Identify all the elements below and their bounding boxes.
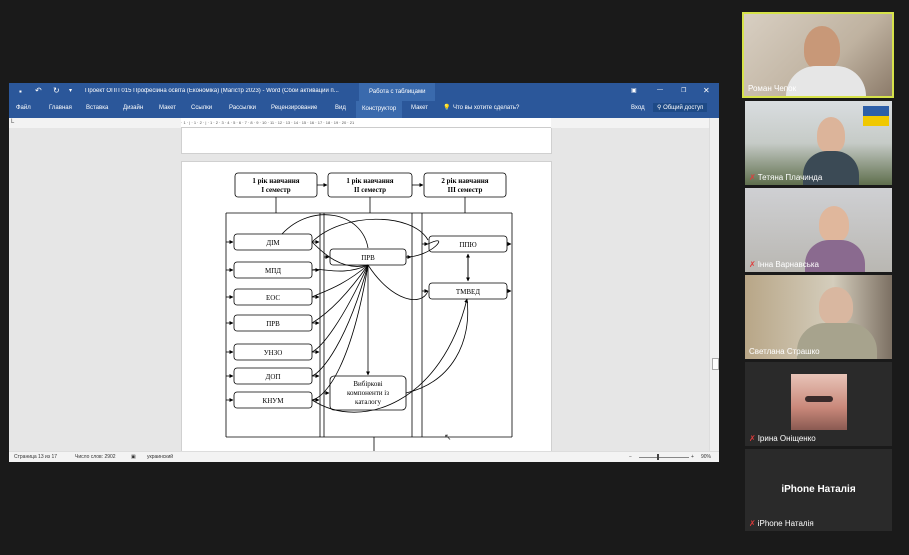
word-window xyxy=(9,83,719,462)
participant-name-1: Роман Чепок xyxy=(748,84,797,93)
label-elective-3: каталогу xyxy=(355,398,381,406)
title-bar xyxy=(9,83,719,101)
word-count[interactable]: Число слов: 2902 xyxy=(75,454,116,460)
ribbon-tabs xyxy=(9,101,719,118)
tab-mailings[interactable]: Рассылки xyxy=(229,105,256,111)
tell-me-input[interactable]: Что вы хотите сделать? xyxy=(453,105,520,111)
tab-home[interactable]: Главная xyxy=(49,105,72,111)
label-ppyu: ППЮ xyxy=(459,241,477,249)
document-page[interactable] xyxy=(181,161,552,453)
participant-name-4: Светлана Страшко xyxy=(749,347,820,356)
participant-name-3: ✗ Інна Варнавська xyxy=(749,260,819,269)
undo-icon[interactable]: ↶ xyxy=(35,86,42,95)
document-page-previous[interactable] xyxy=(181,128,552,154)
zoom-in-icon[interactable]: + xyxy=(691,454,694,460)
participant-tile-4[interactable] xyxy=(745,275,892,359)
zoom-slider[interactable] xyxy=(639,457,689,458)
tab-insert[interactable]: Вставка xyxy=(86,105,109,111)
label-prv-mid: ПРВ xyxy=(361,254,375,262)
mic-muted-icon: ✗ xyxy=(749,173,756,182)
sunglasses-icon xyxy=(805,396,833,402)
tab-table-layout[interactable]: Макет xyxy=(411,105,428,111)
curriculum-diagram xyxy=(182,162,551,452)
header-1-line-1: 1 рік навчання xyxy=(252,177,300,185)
participant-name-5: ✗ Ірина Оніщенко xyxy=(749,434,816,443)
mic-muted-icon: ✗ xyxy=(749,260,756,269)
mouse-cursor-icon: ↖ xyxy=(444,432,452,442)
participant-tile-2[interactable] xyxy=(745,101,892,185)
header-1-line-2: І семестр xyxy=(261,186,291,194)
label-elective-1: Вибіркові xyxy=(353,380,383,388)
tab-references[interactable]: Ссылки xyxy=(191,105,213,111)
avatar xyxy=(804,26,840,70)
participant-name-2: ✗ Тетяна Плачинда xyxy=(749,173,823,182)
zoom-out-icon[interactable]: − xyxy=(629,454,632,460)
participant-tile-3[interactable] xyxy=(745,188,892,272)
tab-view[interactable]: Вид xyxy=(335,105,346,111)
header-2-line-1: 1 рік навчання xyxy=(346,177,394,185)
label-mpd: МПД xyxy=(264,267,282,275)
tab-review[interactable]: Рецензирование xyxy=(271,105,318,111)
share-label: Общий доступ xyxy=(663,105,704,111)
label-tmved: ТМВЕД xyxy=(455,288,481,296)
participant-tile-1[interactable] xyxy=(742,12,894,98)
person-icon: ⚲ xyxy=(657,105,662,111)
flag xyxy=(863,116,889,126)
scrollbar-thumb[interactable] xyxy=(712,358,719,370)
flag xyxy=(863,106,889,116)
tab-selector-icon[interactable]: L xyxy=(11,119,15,125)
ruler[interactable] xyxy=(9,118,719,128)
tab-table-design[interactable]: Конструктор xyxy=(356,101,402,118)
avatar xyxy=(817,117,845,153)
avatar xyxy=(819,287,853,325)
redo-icon[interactable]: ↻ xyxy=(53,86,60,95)
zoom-level[interactable]: 90% xyxy=(701,454,712,460)
proofing-icon[interactable]: ▣ xyxy=(131,454,136,460)
lightbulb-icon: 💡 xyxy=(443,105,451,111)
share-button[interactable] xyxy=(653,103,707,112)
vertical-scrollbar[interactable] xyxy=(709,118,719,451)
header-2-line-2: ІІ семестр xyxy=(354,186,386,194)
participant-center-name: iPhone Наталія xyxy=(781,484,856,495)
ribbon-display-icon[interactable]: ▣ xyxy=(631,88,637,94)
avatar xyxy=(819,206,849,242)
ruler-scale[interactable]: · 1 · | · 1 · 2 · | · 1 · 2 · 3 · 4 · 5 · 6 · 7 · 8 · 9 · 10 · 11 · 12 · 13 · 14 · 15 · 16 · 17 · 18 · 19 · 20 · 21 xyxy=(181,118,551,128)
label-dop: ДОП xyxy=(265,373,281,381)
tab-design[interactable]: Дизайн xyxy=(123,105,144,111)
label-eos: ЕОС xyxy=(265,294,281,302)
restore-icon[interactable]: ❐ xyxy=(681,88,687,94)
minimize-icon[interactable]: — xyxy=(657,87,663,93)
sign-in-link[interactable]: Вход xyxy=(631,105,645,111)
mic-muted-icon: ✗ xyxy=(749,519,756,528)
close-icon[interactable]: ✕ xyxy=(703,86,710,95)
label-dim: ДІМ xyxy=(266,239,280,247)
participant-photo xyxy=(791,374,847,430)
tab-file[interactable]: Файл xyxy=(16,105,31,111)
participant-tile-6[interactable] xyxy=(745,449,892,531)
participant-tile-5[interactable] xyxy=(745,362,892,446)
header-3-line-1: 2 рік навчання xyxy=(441,177,489,185)
status-bar xyxy=(9,451,719,462)
label-elective-2: компоненти із xyxy=(347,389,389,397)
label-prv-left: ПРВ xyxy=(266,320,280,328)
mic-muted-icon: ✗ xyxy=(749,434,756,443)
page-counter[interactable]: Страница 13 из 17 xyxy=(14,454,58,460)
label-unzo: УНЗО xyxy=(263,349,283,357)
save-icon[interactable]: ▪ xyxy=(19,87,22,96)
participant-name-6: ✗ iPhone Наталія xyxy=(749,519,814,528)
document-title: Проект ОПП 015 Професійна освіта (Економіка) (Магістр 2023) - Word (Сбой активации п... xyxy=(85,88,339,94)
label-knum: КНУМ xyxy=(262,397,284,405)
tab-layout[interactable]: Макет xyxy=(159,105,176,111)
language-indicator[interactable]: украинский xyxy=(147,454,174,460)
zoom-handle[interactable] xyxy=(657,454,659,460)
quick-access-icon[interactable]: ▾ xyxy=(69,88,73,94)
header-3-line-2: ІІІ семестр xyxy=(447,186,483,194)
contextual-tab-label: Работа с таблицами xyxy=(359,83,435,101)
